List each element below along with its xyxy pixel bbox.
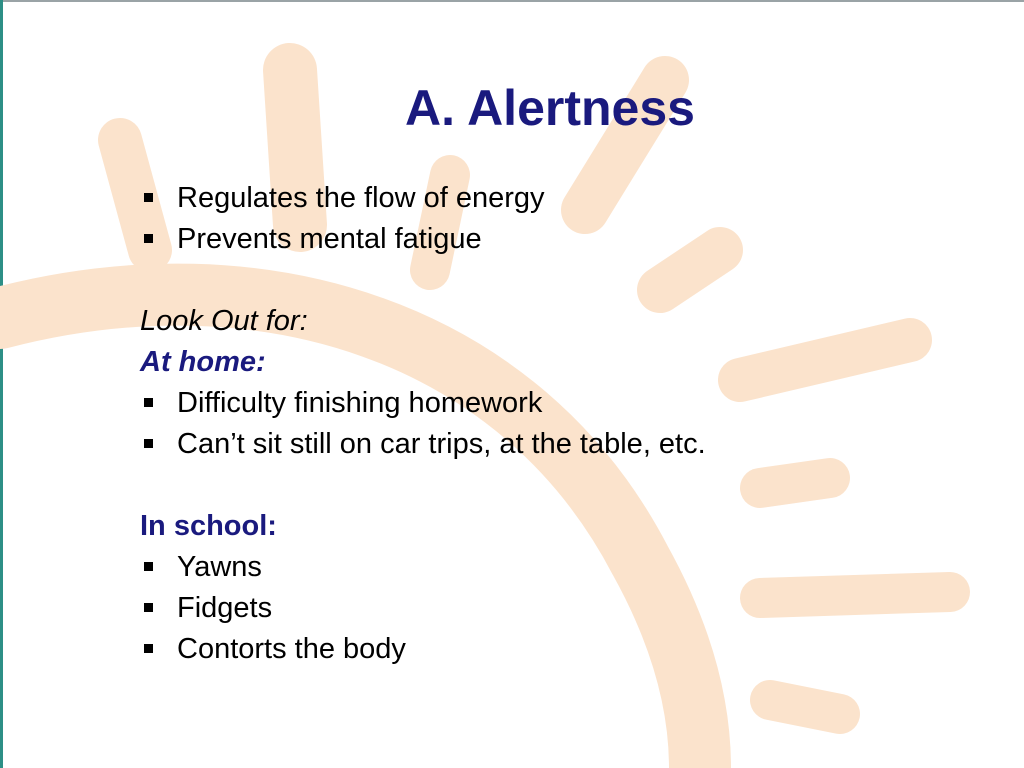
- square-bullet-icon: [144, 562, 153, 571]
- spacer: [140, 260, 960, 301]
- slide-title: A. Alertness: [405, 80, 695, 136]
- home-bullet-list: [140, 383, 960, 465]
- list-item: [140, 424, 960, 465]
- list-item: [140, 383, 960, 424]
- sun-ray: [770, 700, 840, 714]
- list-item-text: Difficulty finishing homework: [177, 387, 543, 419]
- list-item: [140, 178, 960, 219]
- look-out-label: Look Out for:: [140, 305, 308, 337]
- school-heading: In school:: [140, 510, 277, 542]
- list-item-text: Prevents mental fatigue: [177, 223, 482, 255]
- spacer: [140, 465, 960, 506]
- slide-body: [140, 178, 960, 670]
- square-bullet-icon: [144, 193, 153, 202]
- list-item-text: Contorts the body: [177, 633, 406, 665]
- list-item-text: Yawns: [177, 551, 262, 583]
- list-item-text: Fidgets: [177, 592, 273, 624]
- list-item: [140, 219, 960, 260]
- square-bullet-icon: [144, 234, 153, 243]
- list-item: [140, 588, 960, 629]
- home-heading: At home:: [140, 346, 266, 378]
- square-bullet-icon: [144, 603, 153, 612]
- school-bullet-list: [140, 547, 960, 670]
- square-bullet-icon: [144, 644, 153, 653]
- list-item: [140, 547, 960, 588]
- square-bullet-icon: [144, 439, 153, 448]
- list-item: [140, 629, 960, 670]
- square-bullet-icon: [144, 398, 153, 407]
- intro-bullet-list: [140, 178, 960, 260]
- list-item-text: Regulates the flow of energy: [177, 182, 545, 214]
- list-item-text: Can’t sit still on car trips, at the table, etc.: [177, 428, 706, 460]
